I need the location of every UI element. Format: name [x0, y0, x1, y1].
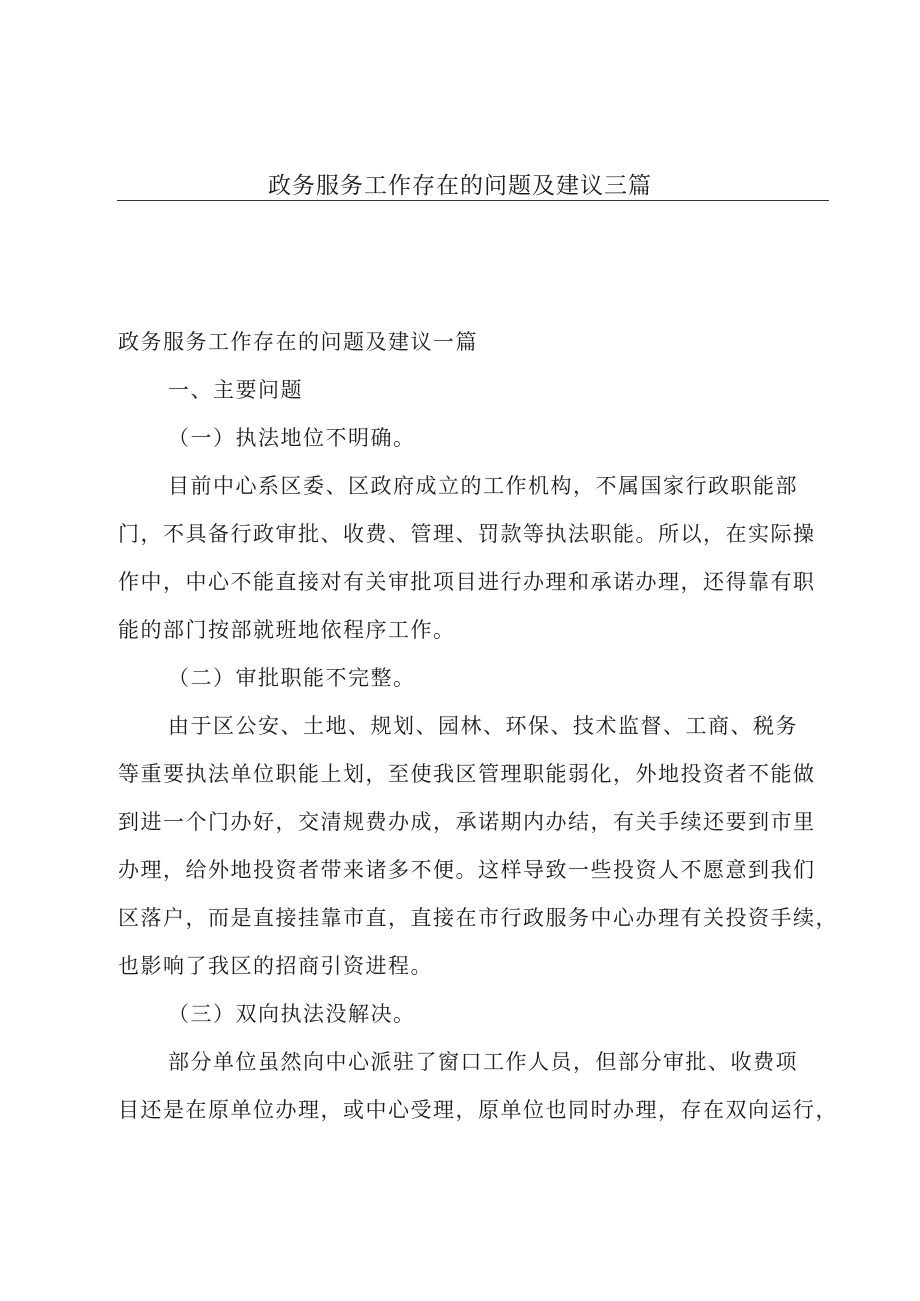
paragraph-line: 能的部门按部就班地依程序工作。 [118, 618, 456, 642]
paragraph-line: 门，不具备行政审批、收费、管理、罚款等执法职能。所以，在实际操 [118, 522, 816, 546]
paragraph-line: 也影响了我区的招商引资进程。 [118, 954, 433, 978]
part-heading: 一、主要问题 [168, 378, 303, 402]
paragraph-line: 目前中心系区委、区政府成立的工作机构，不属国家行政职能部 [168, 474, 798, 498]
paragraph-line: 等重要执法单位职能上划，至使我区管理职能弱化，外地投资者不能做 [118, 762, 816, 786]
paragraph-line: 目还是在原单位办理，或中心受理，原单位也同时办理，存在双向运行， [118, 1098, 838, 1122]
section-heading: 政务服务工作存在的问题及建议一篇 [118, 330, 478, 354]
paragraph-line: 作中，中心不能直接对有关审批项目进行办理和承诺办理，还得靠有职 [118, 570, 816, 594]
paragraph-line: 到进一个门办好，交清规费办成，承诺期内办结，有关手续还要到市里 [118, 810, 816, 834]
title-underline [117, 200, 829, 201]
subheading: （二）审批职能不完整。 [168, 666, 416, 690]
paragraph-line: 办理，给外地投资者带来诸多不便。这样导致一些投资人不愿意到我们 [118, 858, 816, 882]
document-body [118, 318, 838, 1134]
subheading: （一）执法地位不明确。 [168, 426, 416, 450]
subheading: （三）双向执法没解决。 [168, 1002, 416, 1026]
paragraph-line: 部分单位虽然向中心派驻了窗口工作人员，但部分审批、收费项 [168, 1050, 798, 1074]
document-title: 政务服务工作存在的问题及建议三篇 [268, 173, 652, 199]
paragraph-line: 区落户，而是直接挂靠市直，直接在市行政服务中心办理有关投资手续， [118, 906, 838, 930]
paragraph-line: 由于区公安、土地、规划、园林、环保、技术监督、工商、税务 [168, 714, 798, 738]
